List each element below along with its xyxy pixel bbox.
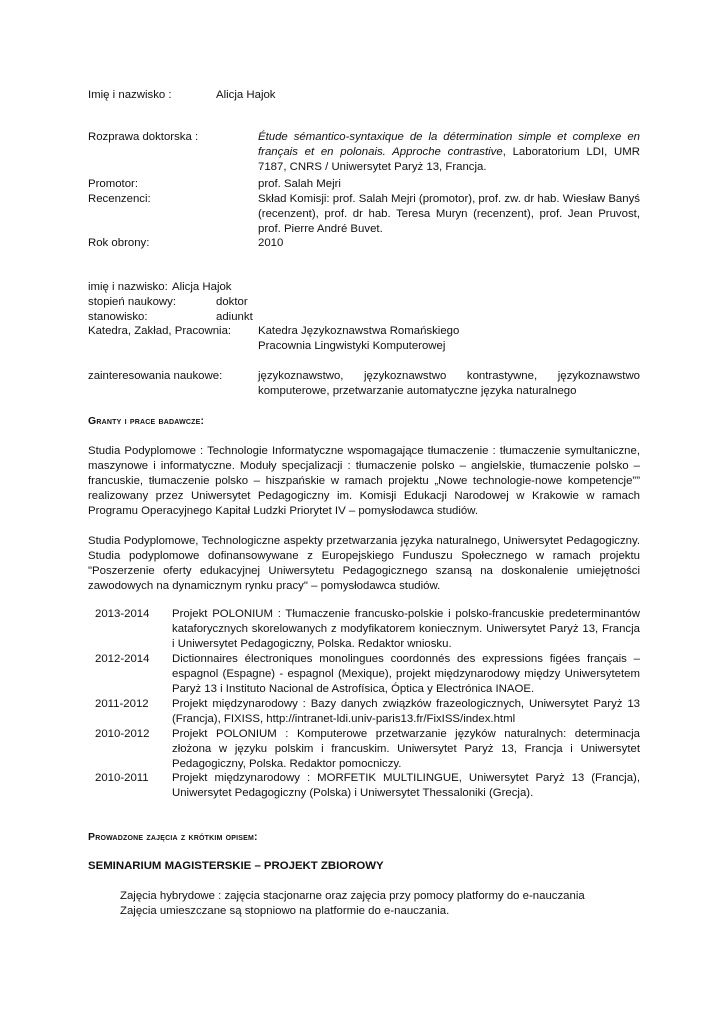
degree-label: stopień naukowy: xyxy=(88,296,177,308)
thesis-value xyxy=(258,130,640,175)
department-line-2: Pracownia Lingwistyki Komputerowej xyxy=(258,340,446,352)
project-description: Projekt POLONIUM : Tłumaczenie francusko-polskie i polsko-francuskie predeterminantów kataforycznych skorelowanych z modyfikatorem koniecznym. Uniwersytet Paryż 13, Francja i Uniwersytet Pedagogiczny, Polska. Redaktor wniosku. xyxy=(172,608,640,650)
grants-paragraph-2: Studia Podyplomowe, Technologiczne aspekty przetwarzania języka naturalnego, Uniwersytet Pedagogiczny. Studia podyplomowe dofinansowywane z Europejskiego Funduszu Społecznego w ramach projektu "Poszerzenie oferty edukacyjnej Uniwersytetu Pedagogicznego szansą na doskonalenie umiejętności zawodowych na dynamicznym rynku pracy" – pomysłodawca studiów. xyxy=(88,535,640,592)
classes-heading: Prowadzone zajęcia z krótkim opisem: xyxy=(88,831,258,843)
thesis-institution: , Laboratorium LDI, UMR 7187, CNRS / Uniwersytet Paryż 13, Francja. xyxy=(258,146,640,173)
promotor-value: prof. Salah Mejri xyxy=(258,178,341,190)
interests-label: zainteresowania naukowe: xyxy=(88,370,223,382)
project-years: 2012-2014 xyxy=(95,653,150,665)
profile-name-label: imię i nazwisko: xyxy=(88,281,168,293)
seminar-line-1: Zajęcia hybrydowe : zajęcia stacjonarne oraz zajęcia przy pomocy platformy do e-nauczania xyxy=(120,890,585,902)
project-years: 2010-2012 xyxy=(95,728,150,740)
seminar-line-2: Zajęcia umieszczane są stopniowo na platformie do e-nauczania. xyxy=(120,905,450,917)
degree-value: doktor xyxy=(216,296,248,308)
department-line-1: Katedra Językoznawstwa Romańskiego xyxy=(258,325,460,337)
name-value: Alicja Hajok xyxy=(216,89,276,101)
seminar-title: SEMINARIUM MAGISTERSKIE – PROJEKT ZBIOROWY xyxy=(88,860,384,872)
defense-year-label: Rok obrony: xyxy=(88,237,150,249)
grants-paragraph-1: Studia Podyplomowe : Technologie Informatyczne wspomagające tłumaczenie : tłumaczenie symultaniczne, maszynowe i informatyczne. Moduły specjalizacji : tłumaczenie polsko – angielskie, tłumaczenie polsko – francuskie, tłumaczenie polsko – hiszpańskie w ramach projektu „Nowe technologie-nowe kompetencje”” realizowany przez Uniwersytet Pedagogiczny im. Komisji Edukacji Narodowej w Krakowie w ramach Programu Operacyjnego Kapitał Ludzki Priorytet IV – pomysłodawca studiów. xyxy=(88,445,640,517)
department-label: Katedra, Zakład, Pracownia: xyxy=(88,325,232,337)
interests-value: językoznawstwo, językoznawstwo kontrastywne, językoznawstwo komputerowe, przetwarzanie automatyczne języka naturalnego xyxy=(258,370,640,397)
name-label: Imię i nazwisko : xyxy=(88,89,172,101)
profile-name-value: Alicja Hajok xyxy=(172,281,232,293)
reviewers-value: Skład Komisji: prof. Salah Mejri (promotor), prof. zw. dr hab. Wiesław Banyś (recenzent), prof. dr hab. Teresa Muryn (recenzent), prof. Jean Pruvost, prof. Pierre André Buvet. xyxy=(258,193,640,235)
position-label: stanowisko: xyxy=(88,311,148,323)
project-years: 2013-2014 xyxy=(95,608,150,620)
project-years: 2011-2012 xyxy=(95,698,149,710)
reviewers-label: Recenzenci: xyxy=(88,193,151,205)
project-years: 2010-2011 xyxy=(95,772,149,784)
promotor-label: Promotor: xyxy=(88,178,139,190)
project-description: Projekt międzynarodowy : MORFETIK MULTILINGUE, Uniwersytet Paryż 13 (Francja), Uniwersytet Pedagogiczny (Polska) i Uniwersytet Thessaloniki (Grecja). xyxy=(172,772,640,799)
position-value: adiunkt xyxy=(216,311,253,323)
defense-year-value: 2010 xyxy=(258,237,284,249)
project-description: Dictionnaires électroniques monolingues coordonnés des expressions figées français – espagnol (Espagne) - espagnol (Mexique), projekt międzynarodowy między Uniwersytetem Paryż 13 i Instituto Nacional de Astrofísica, Óptica y Electrónica INAOE. xyxy=(172,653,640,695)
project-description: Projekt międzynarodowy : Bazy danych związków frazeologicznych, Uniwersytet Paryż 13 (Francja), FIXISS, http://intranet-ldi.univ-paris13.fr/FixISS/index.html xyxy=(172,698,640,725)
thesis-title: Étude sémantico-syntaxique de la détermination simple et complexe en français et en polonais. Approche contrastive xyxy=(258,131,640,158)
thesis-label: Rozprawa doktorska : xyxy=(88,131,199,143)
grants-heading: Granty i prace badawcze: xyxy=(88,415,205,427)
project-description: Projekt POLONIUM : Komputerowe przetwarzanie języków naturalnych: determinacja złożona w języku polskim i francuskim. Uniwersytet Paryż 13, Francja i Uniwersytet Pedagogiczny, Polska. Redaktor pomocniczy. xyxy=(172,728,640,770)
